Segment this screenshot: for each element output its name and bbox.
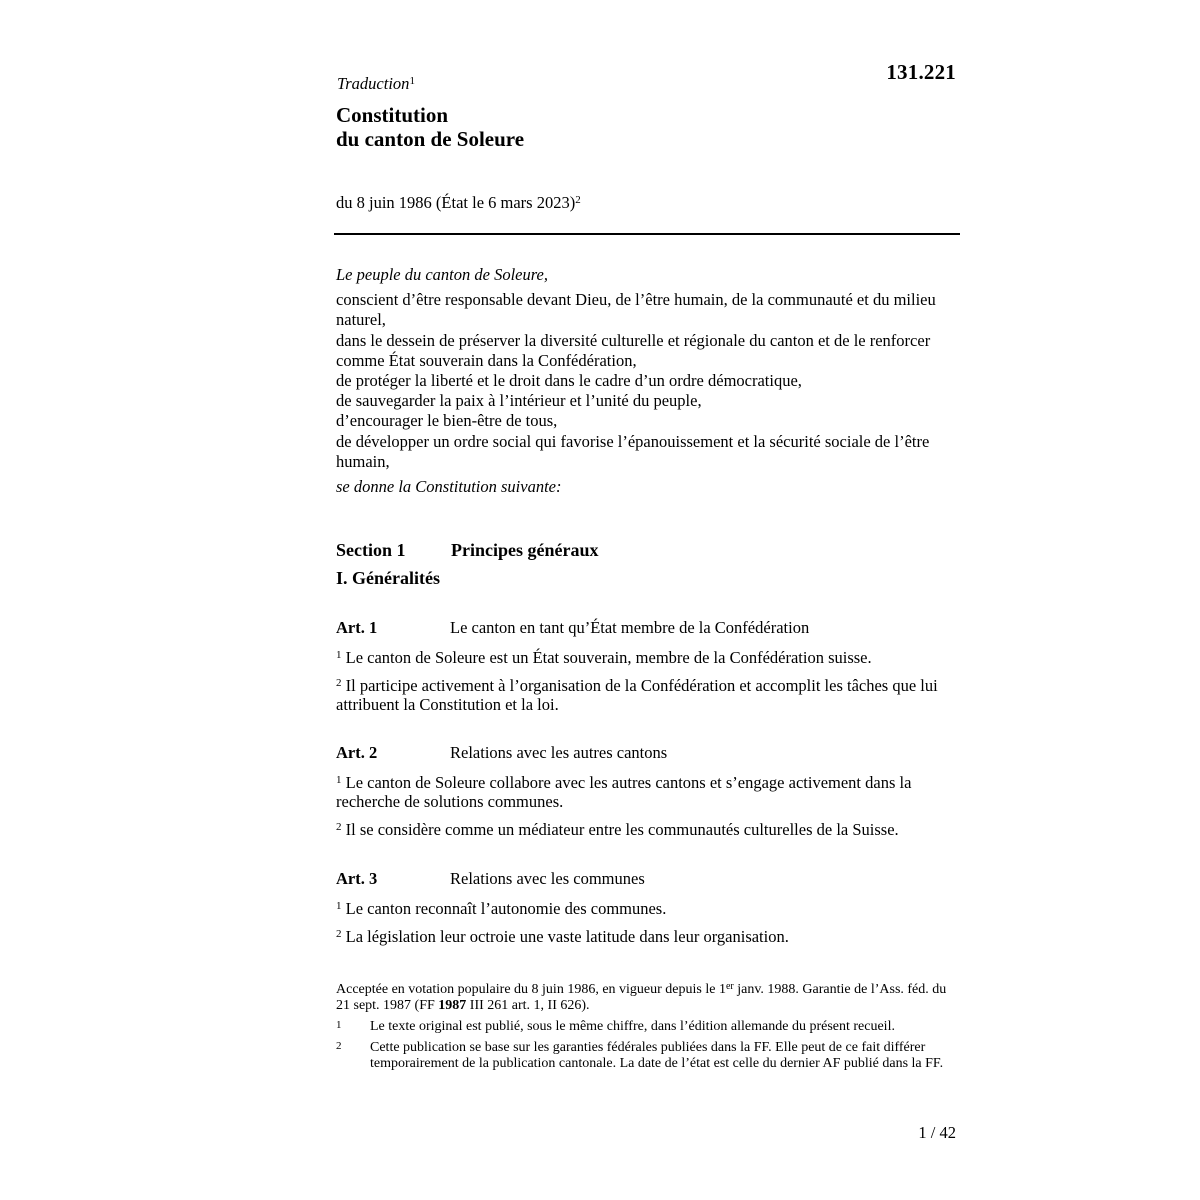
acceptance-note	[336, 979, 956, 1014]
paragraph-number: 2	[336, 928, 342, 940]
article-heading	[336, 617, 960, 639]
article-heading	[336, 742, 960, 764]
title-line-1: Constitution	[336, 103, 449, 127]
article-2	[336, 742, 960, 839]
paragraph-text: Le canton de Soleure est un État souverain, membre de la Confédération suisse.	[345, 648, 872, 667]
article-title: Le canton en tant qu’État membre de la Confédération	[450, 618, 810, 637]
preamble-clause: dans le dessein de préserver la diversité culturelle et régionale du canton et de le renforcer comme État souverain dans la Confédération,	[336, 330, 931, 370]
paragraph-number: 2	[336, 821, 342, 833]
article-heading	[336, 868, 960, 890]
document-number: 131.221	[886, 60, 956, 84]
section-title: Principes généraux	[451, 540, 599, 560]
article-title: Relations avec les autres cantons	[450, 743, 668, 762]
paragraph-number: 1	[336, 774, 342, 786]
article-1	[336, 617, 960, 714]
page-number: 1 / 42	[918, 1123, 956, 1142]
article-paragraph	[336, 771, 960, 811]
preamble-clause: conscient d’être responsable devant Dieu, de l’être humain, de la communauté et du milieu naturel,	[336, 290, 936, 330]
article-paragraph	[336, 897, 960, 918]
date-text: du 8 juin 1986 (État le 6 mars 2023)	[336, 193, 576, 212]
section-heading	[336, 540, 598, 561]
preamble-intro: Le peuple du canton de Soleure,	[336, 265, 549, 284]
preamble-clause: de sauvegarder la paix à l’intérieur et l’unité du peuple,	[336, 391, 702, 411]
preamble-clause: d’encourager le bien-être de tous,	[336, 411, 558, 431]
preamble-clause: de protéger la liberté et le droit dans le cadre d’un ordre démocratique,	[336, 371, 802, 391]
preamble-outro: se donne la Constitution suivante:	[336, 477, 562, 497]
paragraph-text: Le canton de Soleure collabore avec les autres cantons et s’engage activement dans la recherche de solutions communes.	[336, 773, 912, 811]
title-line-2: du canton de Soleure	[336, 127, 525, 151]
footnote-text: Cette publication se base sur les garanties fédérales publiées dans la FF. Elle peut de ce fait différer temporairement de la publication cantonale. La date de l’état est celle du dernier AF publié dans la FF.	[370, 1040, 944, 1071]
ordinal-suffix: er	[725, 981, 734, 992]
paragraph-text: Il se considère comme un médiateur entre les communautés culturelles de la Suisse.	[345, 820, 899, 839]
paragraph-text: Le canton reconnaît l’autonomie des communes.	[345, 899, 667, 918]
article-label: Art. 1	[336, 618, 378, 637]
paragraph-text: La législation leur octroie une vaste latitude dans leur organisation.	[345, 927, 789, 946]
paragraph-number: 2	[336, 677, 342, 689]
acceptance-text: janv. 1988. Garantie de l’Ass. féd. du 21 sept. 1987 (FF	[336, 982, 947, 1013]
article-paragraph	[336, 674, 960, 714]
footnote-ref-2[interactable]: 2	[575, 194, 581, 206]
article-paragraph	[336, 646, 960, 667]
document-page	[336, 0, 960, 1200]
document-date	[336, 193, 581, 213]
article-label: Art. 3	[336, 869, 378, 888]
chapter-heading: I. Généralités	[336, 568, 440, 588]
translation-label	[337, 74, 415, 94]
footnote-2	[336, 1040, 956, 1072]
article-3	[336, 868, 960, 946]
article-paragraph	[336, 818, 960, 839]
footnotes	[336, 979, 956, 1077]
section-label: Section 1	[336, 540, 406, 560]
acceptance-text: III 261 art. 1, II 626).	[466, 998, 590, 1013]
footnote-number: 1	[336, 1019, 342, 1031]
article-title: Relations avec les communes	[450, 869, 645, 888]
footnote-ref-1[interactable]: 1	[409, 75, 415, 87]
acceptance-year: 1987	[438, 998, 467, 1013]
paragraph-number: 1	[336, 649, 342, 661]
translation-label-text: Traduction	[337, 74, 410, 93]
article-paragraph	[336, 925, 960, 946]
preamble-clause: de développer un ordre social qui favorise l’épanouissement et la sécurité sociale de l’être humain,	[336, 431, 930, 471]
document-title	[336, 103, 524, 151]
header-divider	[334, 233, 960, 235]
article-label: Art. 2	[336, 743, 378, 762]
paragraph-number: 1	[336, 900, 342, 912]
preamble	[336, 265, 956, 497]
footnote-1	[336, 1019, 956, 1035]
footnote-number: 2	[336, 1040, 342, 1052]
footnote-text: Le texte original est publié, sous le même chiffre, dans l’édition allemande du présent recueil.	[370, 1019, 895, 1034]
acceptance-text: Acceptée en votation populaire du 8 juin 1986, en vigueur depuis le 1	[336, 982, 726, 997]
paragraph-text: Il participe activement à l’organisation de la Confédération et accomplit les tâches que lui attribuent la Constitution et la loi.	[336, 676, 938, 714]
